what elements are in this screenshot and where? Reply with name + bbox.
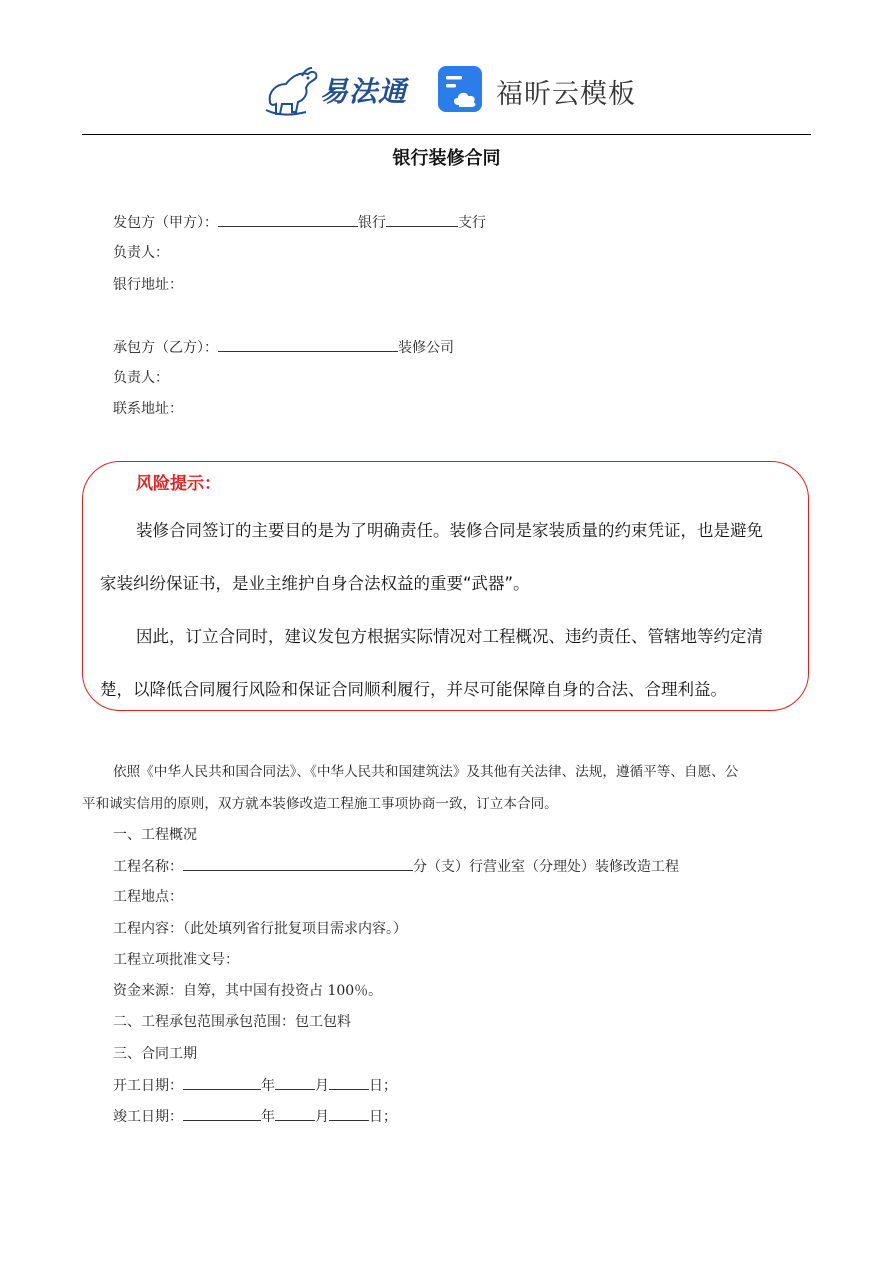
start-year-blank[interactable] — [183, 1075, 261, 1090]
party-a-person: 负责人： — [113, 245, 169, 261]
start-year-text: 年 — [261, 1078, 275, 1094]
party-b-address: 联系地址： — [113, 401, 183, 417]
project-content: 工程内容：（此处填列省行批复项目需求内容。） — [113, 921, 407, 937]
end-year-text: 年 — [261, 1109, 275, 1125]
branch-text: 支行 — [458, 215, 486, 231]
bank-text: 银行 — [358, 215, 386, 231]
risk-notice-box — [82, 461, 809, 711]
company-name-blank[interactable] — [218, 337, 398, 352]
party-a-line — [113, 212, 486, 233]
project-name-label: 工程名称： — [113, 859, 183, 875]
section2-heading: 二、工程承包范围承包范围：包工包料 — [113, 1014, 351, 1030]
preamble-line2: 平和诚实信用的原则，双方就本装修改造工程施工事项协商一致，订立本合同。 — [82, 796, 558, 812]
end-day-blank[interactable] — [329, 1106, 369, 1121]
project-name-blank[interactable] — [183, 856, 413, 871]
end-month-text: 月 — [315, 1109, 329, 1125]
party-a-address: 银行地址： — [113, 277, 183, 293]
start-date-line — [113, 1075, 397, 1096]
risk-p2-line2: 楚，以降低合同履行风险和保证合同顺利履行，并尽可能保障自身的合法、合理利益。 — [100, 680, 727, 699]
header-divider — [82, 134, 811, 135]
foxit-cloud-icon — [436, 64, 484, 114]
party-b-line — [113, 337, 454, 358]
company-text: 装修公司 — [398, 340, 454, 356]
party-a-label: 发包方（甲方）： — [113, 215, 218, 231]
start-day-text: 日； — [369, 1078, 397, 1094]
yifatong-logo-text: 易法通 — [320, 75, 408, 108]
qilin-icon — [262, 62, 322, 118]
bank-name-blank[interactable] — [218, 212, 358, 227]
risk-p1-line2: 家装纠纷保证书，是业主维护自身合法权益的重要“武器”。 — [100, 574, 530, 593]
foxit-logo-text: 福昕云模板 — [496, 79, 636, 110]
risk-p1-line1: 装修合同签订的主要目的是为了明确责任。装修合同是家装质量的约束凭证，也是避免 — [136, 521, 763, 540]
header-logos — [0, 58, 893, 124]
end-year-blank[interactable] — [183, 1106, 261, 1121]
branch-name-blank[interactable] — [386, 212, 458, 227]
party-b-person: 负责人： — [113, 370, 169, 386]
start-day-blank[interactable] — [329, 1075, 369, 1090]
project-name-line — [113, 856, 679, 877]
end-date-label: 竣工日期： — [113, 1109, 183, 1125]
end-month-blank[interactable] — [275, 1106, 315, 1121]
yifatong-logo — [262, 62, 422, 118]
section1-heading: 一、工程概况 — [113, 827, 197, 843]
preamble-line1: 依照《中华人民共和国合同法》、《中华人民共和国建筑法》及其他有关法律、法规，遵循平等、自愿、公 — [113, 764, 739, 780]
start-date-label: 开工日期： — [113, 1078, 183, 1094]
start-month-blank[interactable] — [275, 1075, 315, 1090]
end-day-text: 日； — [369, 1109, 397, 1125]
start-month-text: 月 — [315, 1078, 329, 1094]
party-b-label: 承包方（乙方）： — [113, 340, 218, 356]
project-funding: 资金来源：自筹，其中国有投资占 100％。 — [113, 983, 383, 999]
risk-notice-title: 风险提示： — [136, 474, 221, 494]
risk-p2-line1: 因此，订立合同时，建议发包方根据实际情况对工程概况、违约责任、管辖地等约定清 — [136, 627, 763, 646]
project-name-suffix: 分（支）行营业室（分理处）装修改造工程 — [413, 859, 679, 875]
end-date-line — [113, 1106, 397, 1127]
section3-heading: 三、合同工期 — [113, 1046, 197, 1062]
project-approval: 工程立项批准文号： — [113, 952, 239, 968]
document-title: 银行装修合同 — [392, 148, 501, 169]
project-location: 工程地点： — [113, 889, 183, 905]
